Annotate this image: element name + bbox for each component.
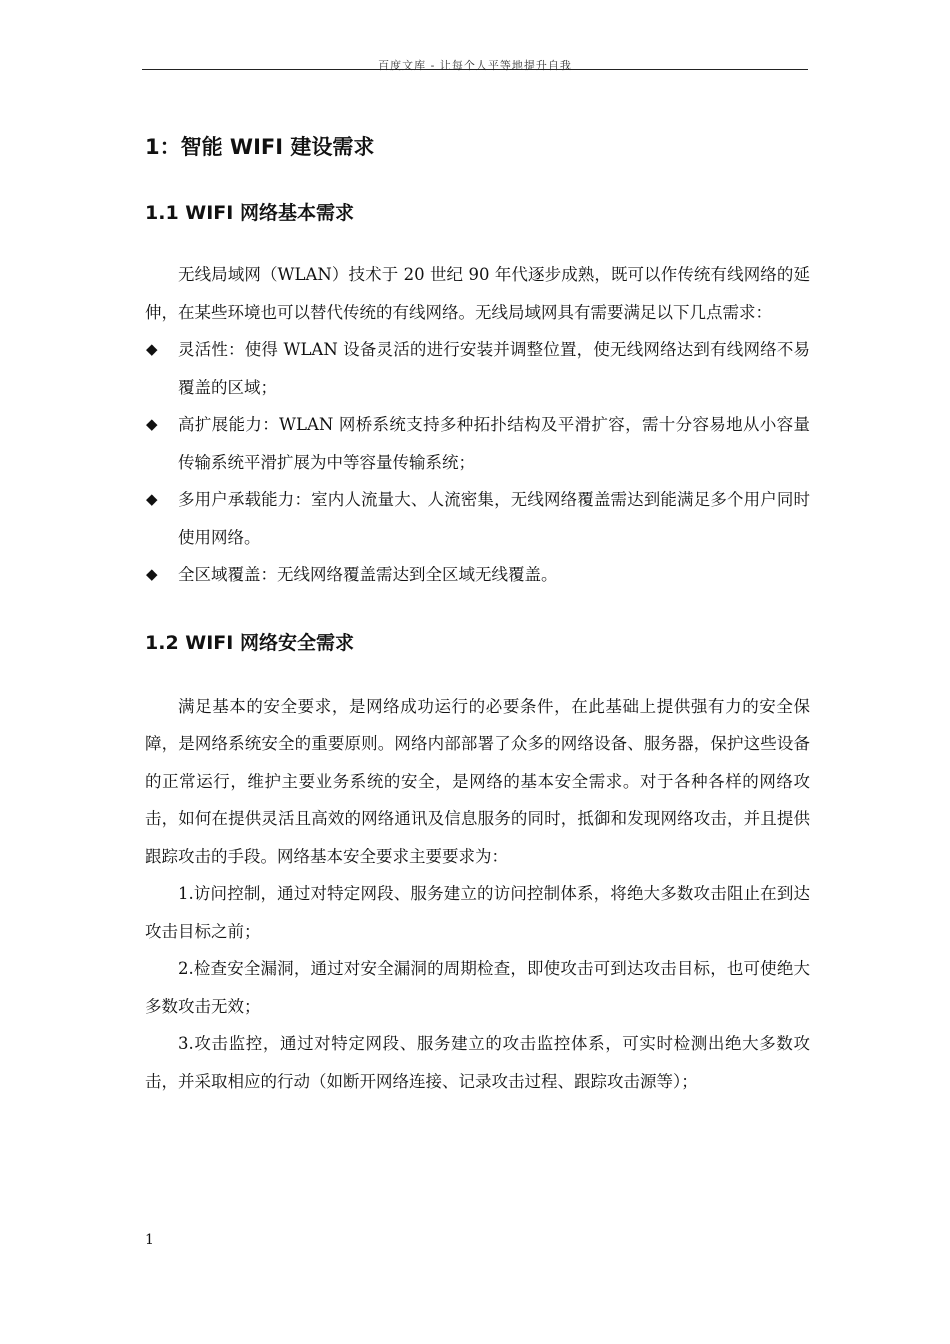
numbered-item: 1.访问控制，通过对特定网段、服务建立的访问控制体系，将绝大多数攻击阻止在到达攻击目标之前； <box>145 884 810 941</box>
list-item <box>145 331 810 406</box>
section-1-2-intro: 满足基本的安全要求，是网络成功运行的必要条件，在此基础上提供强有力的安全保障，是网络系统安全的重要原则。网络内部部署了众多的网络设备、服务器，保护这些设备的正常运行，维护主要业务系统的安全，是网络的基本安全需求。对于各种各样的网络攻击，如何在提供灵活且高效的网络通讯及信息服务的同时，抵御和发现网络攻击，并且提供跟踪攻击的手段。网络基本安全要求主要要求为： <box>145 696 810 866</box>
page-header: 百度文库 - 让每个人平等地提升自我 <box>378 59 572 72</box>
numbered-item: 3.攻击监控，通过对特定网段、服务建立的攻击监控体系，可实时检测出绝大多数攻击，并采取相应的行动（如断开网络连接、记录攻击过程、跟踪攻击源等）； <box>145 1034 810 1091</box>
black-diamond-icon: ◆ <box>146 565 158 583</box>
section-1-title: 1：智能 WIFI 建设需求 <box>145 135 375 159</box>
list-item-text: 灵活性：使得 WLAN 设备灵活的进行安装并调整位置，使无线网络达到有线网络不易覆盖的区域； <box>178 340 810 397</box>
list-item <box>145 481 810 556</box>
header-divider <box>142 69 808 70</box>
black-diamond-icon: ◆ <box>146 415 158 433</box>
document-body <box>145 130 810 1100</box>
section-1-1-intro: 无线局域网（WLAN）技术于 20 世纪 90 年代逐步成熟，既可以作传统有线网络的延伸，在某些环境也可以替代传统的有线网络。无线局域网具有需要满足以下几点需求： <box>145 265 810 322</box>
list-item-text: 多用户承载能力：室内人流量大、人流密集，无线网络覆盖需达到能满足多个用户同时使用网络。 <box>178 490 810 547</box>
section-1-1-title: 1.1 WIFI 网络基本需求 <box>145 202 354 224</box>
list-item <box>145 556 810 594</box>
black-diamond-icon: ◆ <box>146 340 158 358</box>
black-diamond-icon: ◆ <box>146 490 158 508</box>
page-number: 1 <box>145 1232 154 1248</box>
requirements-list <box>145 331 810 594</box>
list-item-text: 高扩展能力：WLAN 网桥系统支持多种拓扑结构及平滑扩容，需十分容易地从小容量传输系统平滑扩展为中等容量传输系统； <box>178 415 810 472</box>
list-item <box>145 406 810 481</box>
numbered-item: 2.检查安全漏洞，通过对安全漏洞的周期检查，即使攻击可到达攻击目标，也可使绝大多数攻击无效； <box>145 959 810 1016</box>
list-item-text: 全区域覆盖：无线网络覆盖需达到全区域无线覆盖。 <box>178 565 558 584</box>
section-1-2-title: 1.2 WIFI 网络安全需求 <box>145 631 354 654</box>
